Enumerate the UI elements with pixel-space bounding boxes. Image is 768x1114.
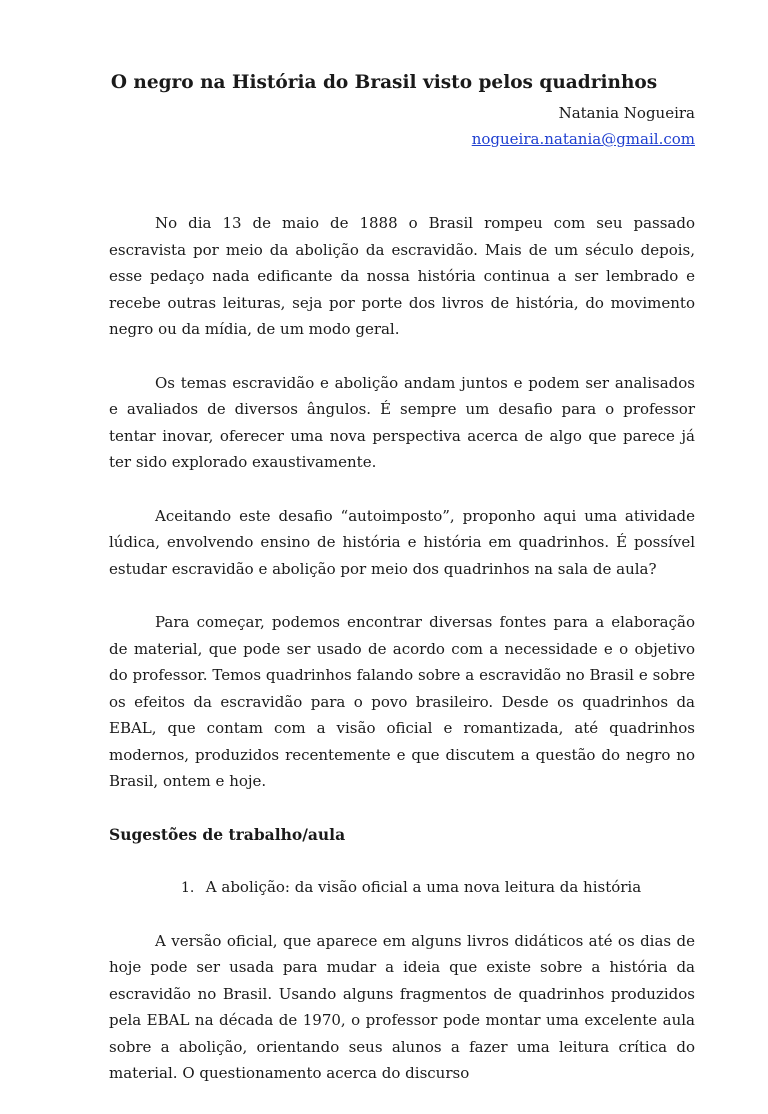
- paragraph-5: A versão oficial, que aparece em alguns livros didáticos até os dias de hoje pode ser usada para mudar a ideia que existe sobre a história da escravidão no Brasil. Usando alguns fragmentos de quadrinhos produzidos pela EBAL na década de 1970, o professor pode montar uma excelente aula sobre a abolição, orientando seus alunos a fazer uma leitura crítica do material. O questionamento acerca do discurso: [109, 931, 695, 1082]
- document-body: [109, 210, 695, 1114]
- paragraph-1: No dia 13 de maio de 1888 o Brasil rompeu com seu passado escravista por meio da abolição da escravidão. Mais de um século depois, esse pedaço nada edificante da nossa história continua a ser lembrado e recebe outras leituras, seja por porte dos livros de história, do movimento negro ou da mídia, de um modo geral.: [109, 214, 695, 338]
- list-item: [181, 874, 695, 901]
- list-item-text: A abolição: da visão oficial a uma nova leitura da história: [205, 877, 642, 896]
- author-email-link[interactable]: nogueira.natania@gmail.com: [471, 130, 695, 148]
- paragraph-3: Aceitando este desafio “autoimposto”, proponho aqui uma atividade lúdica, envolvendo ensino de história e história em quadrinhos. É possível estudar escravidão e abolição por meio dos quadrinhos na sala de aula?: [109, 506, 695, 578]
- author-name: Natania Nogueira: [558, 104, 695, 122]
- document-title: O negro na História do Brasil visto pelos quadrinhos: [110, 72, 658, 93]
- paragraph-2: Os temas escravidão e abolição andam juntos e podem ser analisados e avaliados de diversos ângulos. É sempre um desafio para o professor tentar inovar, oferecer uma nova perspectiva acerca de algo que parece já ter sido explorado exaustivamente.: [109, 373, 695, 471]
- list-item-number: 1.: [181, 879, 195, 896]
- paragraph-4: Para começar, podemos encontrar diversas fontes para a elaboração de material, que pode ser usado de acordo com a necessidade e o objetivo do professor. Temos quadrinhos falando sobre a escravidão no Brasil e sobre os efeitos da escravidão para o povo brasileiro. Desde os quadrinhos da EBAL, que contam com a visão oficial e romantizada, até quadrinhos modernos, produzidos recentemente e que discutem a questão do negro no Brasil, ontem e hoje.: [109, 613, 695, 790]
- section-heading: Sugestões de trabalho/aula: [109, 824, 346, 844]
